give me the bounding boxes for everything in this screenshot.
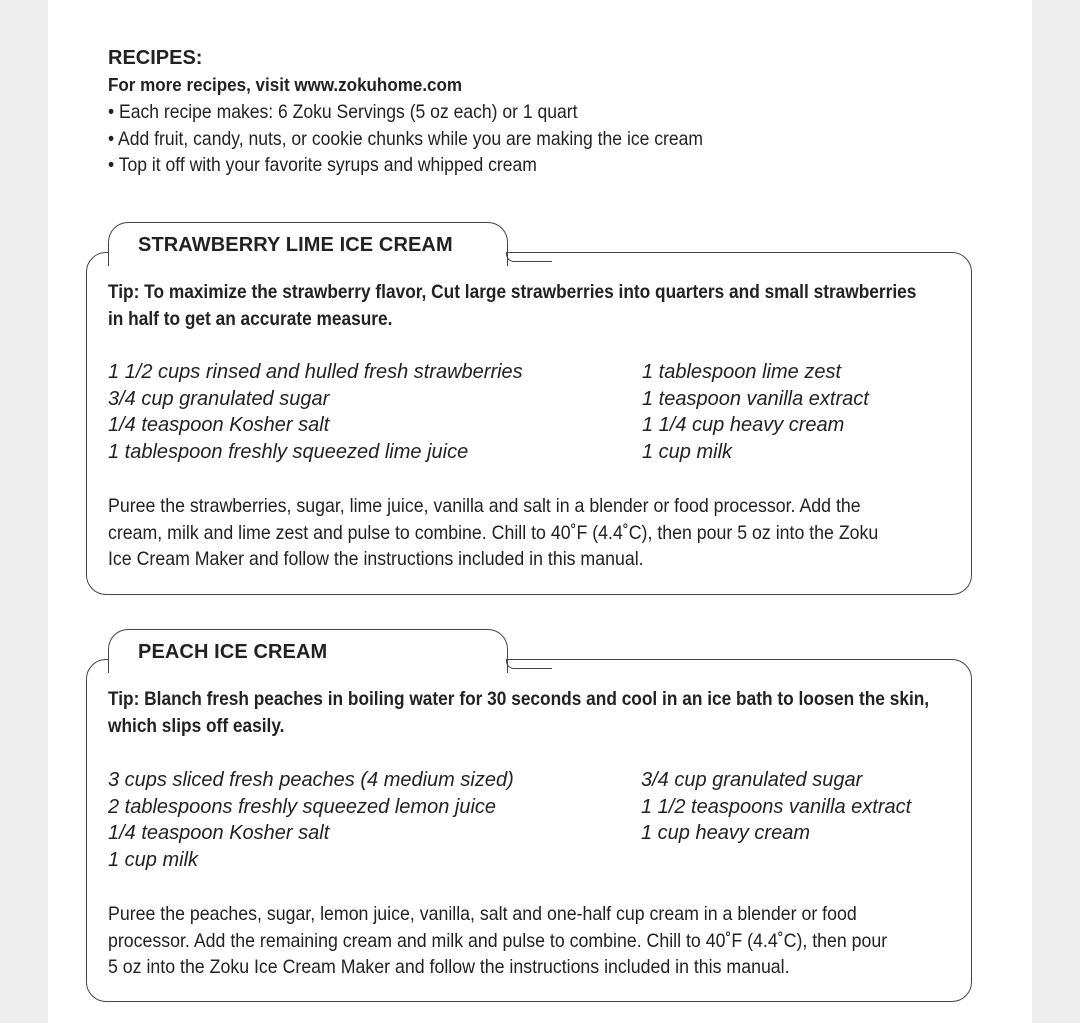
recipe-method-text xyxy=(108,493,945,573)
recipe-method xyxy=(108,901,968,981)
ingredient-item: 1/4 teaspoon Kosher salt xyxy=(108,414,330,436)
recipe-tip xyxy=(108,280,968,333)
recipe-title: PEACH ICE CREAM xyxy=(138,641,328,663)
ingredient-item: 1 cup milk xyxy=(108,848,199,871)
method-line: 5 oz into the Zoku Ice Cream Maker and follow the instructions included in this manual. xyxy=(108,956,790,978)
recipes-intro xyxy=(108,45,1008,179)
recipe-title: STRAWBERRY LIME ICE CREAM xyxy=(138,234,453,256)
recipe-ingredients xyxy=(108,359,968,469)
recipe-card-strawberry-lime xyxy=(86,222,972,597)
method-line: Ice Cream Maker and follow the instructions included in this manual. xyxy=(108,548,644,570)
ingredient-item: 1 teaspoon vanilla extract xyxy=(642,387,869,410)
ingredient-item: 3 cups sliced fresh peaches (4 medium sized) xyxy=(108,769,514,791)
method-line: Puree the peaches, sugar, lemon juice, vanilla, salt and one-half cup cream in a blender or food xyxy=(108,903,857,925)
ingredient-item: 1 cup milk xyxy=(642,440,733,463)
ingredient-item: 1/4 teaspoon Kosher salt xyxy=(108,822,330,844)
recipe-ingredients xyxy=(108,767,968,877)
recipes-website-note: For more recipes, visit www.zokuhome.com xyxy=(108,74,463,95)
ingredient-item: 1 tablespoon lime zest xyxy=(642,361,842,383)
tip-line: Tip: Blanch fresh peaches in boiling water for 30 seconds and cool in an ice bath to loosen the skin, xyxy=(108,689,930,710)
recipes-heading: RECIPES: xyxy=(108,47,203,69)
intro-bullet-list xyxy=(108,99,1008,179)
recipe-tab-connector xyxy=(506,252,552,262)
ingredient-item: 1 1/2 cups rinsed and hulled fresh strawberries xyxy=(108,361,523,383)
ingredients-left-column xyxy=(108,767,514,873)
recipe-card-peach xyxy=(86,629,972,1004)
recipe-tab-connector xyxy=(506,659,552,669)
ingredient-item: 3/4 cup granulated sugar xyxy=(641,769,863,791)
recipe-tip-text xyxy=(108,280,973,333)
intro-bullet: • Each recipe makes: 6 Zoku Servings (5 oz each) or 1 quart xyxy=(108,101,578,123)
ingredient-item: 3/4 cup granulated sugar xyxy=(108,387,330,410)
ingredients-left-column xyxy=(108,359,523,465)
intro-bullet: • Add fruit, candy, nuts, or cookie chunks while you are making the ice cream xyxy=(108,127,704,150)
intro-bullet: • Top it off with your favorite syrups and whipped cream xyxy=(108,154,537,176)
tip-line: which slips off easily. xyxy=(108,715,285,737)
ingredients-right-column xyxy=(641,767,911,847)
ingredient-item: 1 tablespoon freshly squeezed lime juice xyxy=(108,440,469,463)
method-line: Puree the strawberries, sugar, lime juice, vanilla and salt in a blender or food processor. Add the xyxy=(108,495,861,517)
recipe-tip-text xyxy=(108,687,973,740)
recipe-tip xyxy=(108,687,968,740)
ingredient-item: 1 1/2 teaspoons vanilla extract xyxy=(641,795,912,818)
tip-line: in half to get an accurate measure. xyxy=(108,308,393,330)
ingredient-item: 2 tablespoons freshly squeezed lemon juice xyxy=(108,795,497,818)
method-line: processor. Add the remaining cream and milk and pulse to combine. Chill to 40˚F (4.4˚C), then pour xyxy=(108,929,888,952)
recipe-method-text xyxy=(108,901,945,981)
ingredient-item: 1 1/4 cup heavy cream xyxy=(642,414,845,436)
ingredients-right-column xyxy=(642,359,869,465)
tip-line: Tip: To maximize the strawberry flavor, Cut large strawberries into quarters and small strawberries xyxy=(108,282,917,303)
method-line: cream, milk and lime zest and pulse to combine. Chill to 40˚F (4.4˚C), then pour 5 oz into the Zoku xyxy=(108,521,879,544)
recipe-method xyxy=(108,493,968,573)
ingredient-item: 1 cup heavy cream xyxy=(641,822,810,844)
